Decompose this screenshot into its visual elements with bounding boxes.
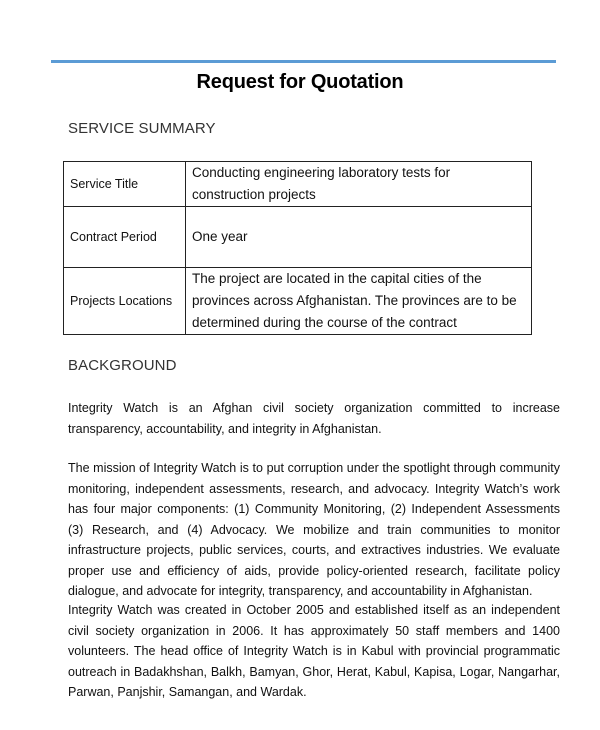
row-value: Conducting engineering laboratory tests for construction projects [186,162,532,207]
background-paragraph: The mission of Integrity Watch is to put corruption under the spotlight through community monitoring, independent assessments, research, and advocacy. Integrity Watch’s work has four major components: (1) Community Monitoring, (2) Independent Assessments (3) Research, and (4) Advocacy. We mobilize and train communities to monitor infrastructure projects, public services, courts, and extractives industries. We evaluate proper use and efficiency of aids, provide policy-oriented research, facilitate policy dialogue, and advocate for integrity, transparency, and accountability in Afghanistan. [68,461,560,598]
row-value: The project are located in the capital cities of the provinces across Afghanistan. The provinces are to be determined during the course of the contract [186,268,532,335]
document-title: Request for Quotation [196,71,404,93]
table-row [64,162,532,207]
table-row [64,268,532,335]
background-paragraph: Integrity Watch is an Afghan civil society organization committed to increase transparency, accountability, and integrity in Afghanistan. [68,401,560,436]
service-summary-heading: SERVICE SUMMARY [68,120,216,137]
row-label: Service Title [64,162,186,207]
table-row [64,207,532,268]
row-value: One year [186,207,532,268]
background-heading: BACKGROUND [68,357,177,374]
row-label: Contract Period [64,207,186,268]
row-label: Projects Locations [64,268,186,335]
header-rule [51,60,556,63]
service-summary-table [63,161,532,335]
background-paragraph: Integrity Watch was created in October 2005 and established itself as an independent civil society organization in 2006. It has approximately 50 staff members and 1400 volunteers. The head office of Integrity Watch is in Kabul with provincial programmatic outreach in Badakhshan, Balkh, Bamyan, Ghor, Herat, Kabul, Kapisa, Logar, Nangarhar, Parwan, Panjshir, Samangan, and Wardak. [68,603,560,699]
